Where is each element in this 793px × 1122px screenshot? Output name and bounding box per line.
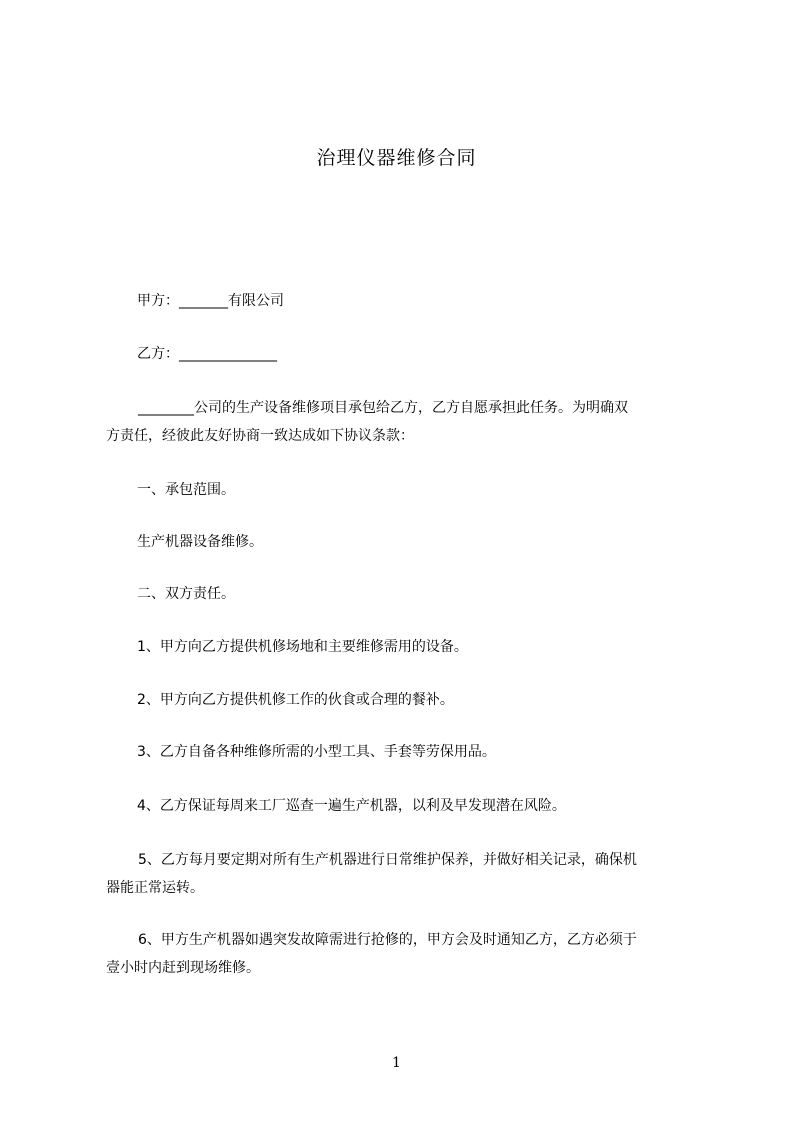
- intro-paragraph: [106, 394, 710, 450]
- section-1-heading: 一、承包范围。: [137, 482, 235, 498]
- clause-6: [106, 926, 710, 982]
- clause-5-line-2: 器能正常运转。: [106, 880, 204, 896]
- page-number: 1: [392, 1055, 401, 1071]
- section-1-body: 生产机器设备维修。: [137, 534, 263, 550]
- intro-line-2: 方责任，经彼此友好协商一致达成如下协议条款：: [106, 428, 414, 444]
- clause-4: 4、乙方保证每周来工厂巡查一遍生产机器，以利及早发现潜在风险。: [137, 798, 566, 814]
- party-b-line: 乙方：______________: [137, 346, 277, 362]
- section-2-heading: 二、双方责任。: [137, 586, 235, 602]
- clause-1: 1、甲方向乙方提供机修场地和主要维修需用的设备。: [137, 639, 468, 655]
- document-title: 治理仪器维修合同: [316, 147, 477, 169]
- clause-6-line-1: 6、甲方生产机器如遇突发故障需进行抢修的，甲方会及时通知乙方，乙方必须于: [138, 932, 637, 948]
- clause-6-line-2: 壹小时内赶到现场维修。: [106, 960, 260, 976]
- clause-5: [106, 846, 710, 902]
- clause-3: 3、乙方自备各种维修所需的小型工具、手套等劳保用品。: [137, 744, 496, 760]
- clause-2: 2、甲方向乙方提供机修工作的伙食或合理的餐补。: [137, 692, 454, 708]
- party-a-line: 甲方：_______有限公司: [137, 293, 284, 309]
- clause-5-line-1: 5、乙方每月要定期对所有生产机器进行日常维护保养，并做好相关记录，确保机: [138, 852, 637, 868]
- intro-line-1: ________公司的生产设备维修项目承包给乙方，乙方自愿承担此任务。为明确双: [138, 400, 628, 416]
